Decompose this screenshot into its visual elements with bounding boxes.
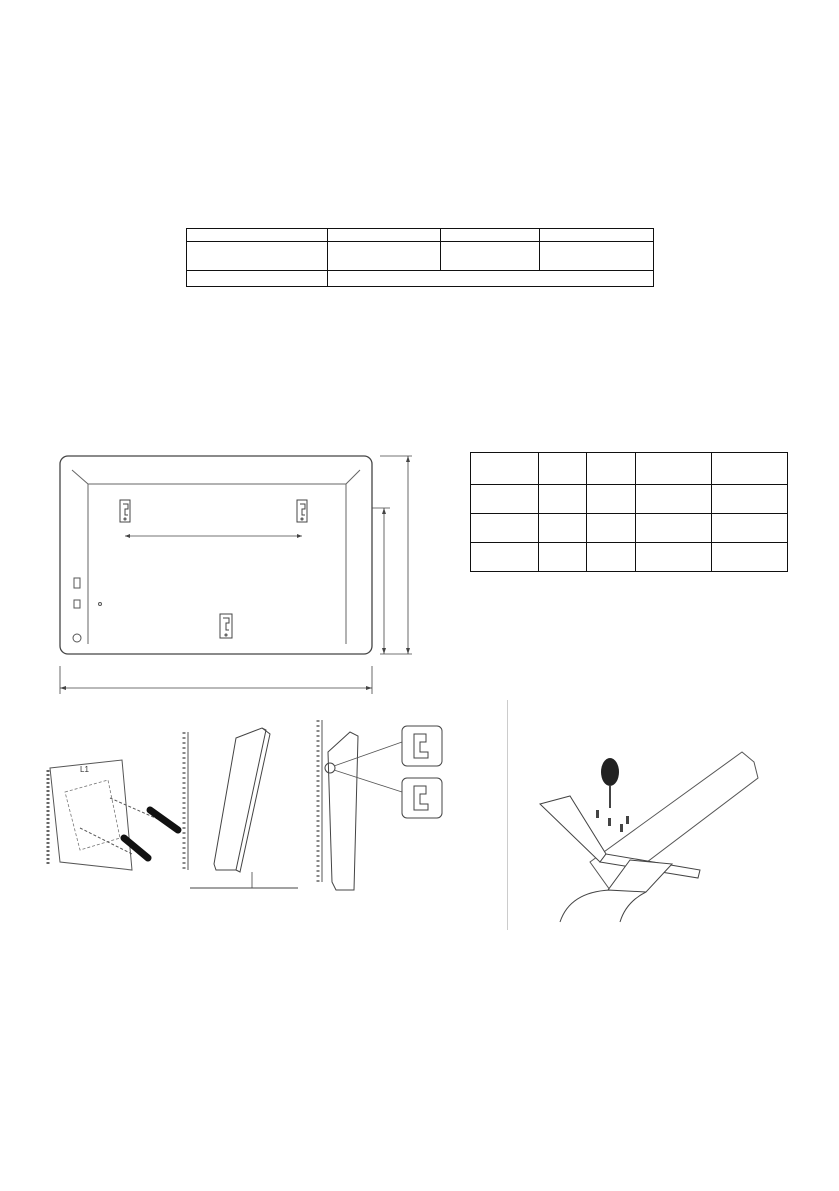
wall-mount-illustration (40, 720, 305, 905)
table-cell (587, 453, 636, 485)
table-cell (587, 543, 636, 572)
table-cell (712, 543, 788, 572)
heater-back-diagram (40, 448, 430, 698)
wall-bracket-bottom (220, 614, 232, 638)
table-cell (587, 514, 636, 543)
table-cell (539, 453, 587, 485)
table-cell (636, 543, 712, 572)
table-cell (471, 543, 539, 572)
table-cell (539, 229, 653, 242)
feet-illustration (530, 722, 792, 927)
table-cell (441, 229, 539, 242)
table-cell (636, 453, 712, 485)
table-cell (328, 229, 441, 242)
table-cell (471, 453, 539, 485)
table-cell (539, 485, 587, 514)
table-cell (712, 514, 788, 543)
table-cell (471, 514, 539, 543)
table-cell (539, 514, 587, 543)
table-cell (587, 485, 636, 514)
heater-back-panel (72, 470, 360, 644)
table-cell (328, 242, 441, 271)
dimension-table (470, 452, 788, 572)
table-cell (636, 485, 712, 514)
table-cell (712, 485, 788, 514)
spec-table-top (186, 228, 654, 287)
removal-illustration (310, 712, 510, 897)
wall-bracket-left (120, 500, 130, 522)
table-cell (712, 453, 788, 485)
table-cell (187, 229, 328, 242)
section-divider (507, 700, 508, 930)
table-cell (441, 242, 539, 271)
table-cell (539, 242, 653, 271)
side-controls (73, 578, 102, 642)
table-cell (539, 543, 587, 572)
svg-text:L1: L1 (80, 765, 89, 774)
table-cell (328, 271, 654, 287)
table-cell (636, 514, 712, 543)
table-cell (471, 485, 539, 514)
wall-bracket-right (297, 500, 307, 522)
table-cell (187, 242, 328, 271)
heater-outline (60, 456, 372, 654)
table-cell (187, 271, 328, 287)
